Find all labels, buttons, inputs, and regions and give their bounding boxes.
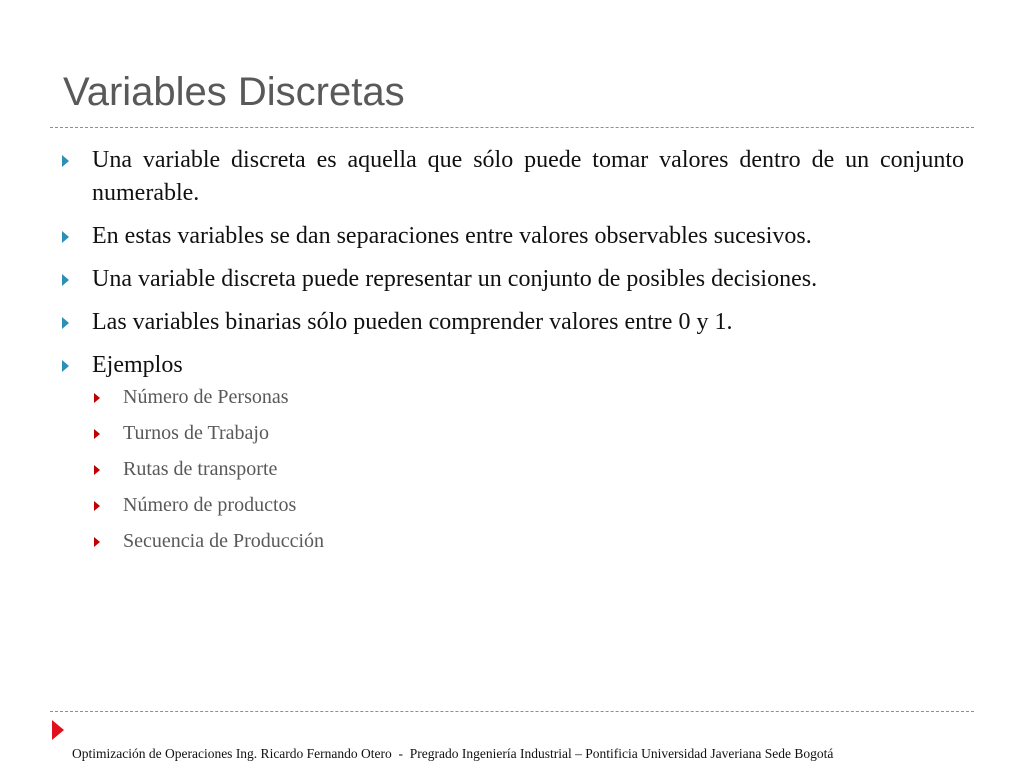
- bullet-text: Una variable discreta puede representar un conjunto de posibles decisiones.: [92, 266, 818, 292]
- example-item: [90, 528, 964, 554]
- example-text: Número de Personas: [123, 386, 289, 408]
- examples-list: [60, 384, 964, 554]
- bullet-item: [60, 220, 964, 253]
- bullet-text: En estas variables se dan separaciones entre valores observables sucesivos.: [92, 223, 812, 249]
- bullet-item: [60, 306, 964, 339]
- bullet-text: Una variable discreta es aquella que sólo puede tomar valores dentro de un conjunto numerable.: [92, 147, 964, 206]
- bullet-text: Las variables binarias sólo pueden comprender valores entre 0 y 1.: [92, 309, 733, 335]
- bullet-marker-icon: [62, 360, 69, 372]
- example-text: Turnos de Trabajo: [123, 422, 269, 444]
- sub-bullet-marker-icon: [94, 501, 100, 511]
- footer-divider: [50, 711, 974, 712]
- example-text: Secuencia de Producción: [123, 530, 325, 552]
- example-item: [90, 420, 964, 446]
- bullet-item-examples: [60, 349, 964, 382]
- footer-text: Optimización de Operaciones Ing. Ricardo Fernando Otero - Pregrado Ingeniería Industrial – Pontificia Universidad Javeriana Sede Bogotá: [72, 746, 834, 761]
- bullet-marker-icon: [62, 155, 69, 167]
- example-text: Rutas de transporte: [123, 458, 278, 480]
- title-divider: [50, 127, 974, 128]
- slide-content: [60, 144, 964, 564]
- arrow-right-icon: [52, 720, 64, 740]
- sub-bullet-marker-icon: [94, 393, 100, 403]
- bullet-item: [60, 263, 964, 296]
- bullet-marker-icon: [62, 231, 69, 243]
- bullet-marker-icon: [62, 274, 69, 286]
- example-item: [90, 492, 964, 518]
- sub-bullet-marker-icon: [94, 537, 100, 547]
- sub-bullet-marker-icon: [94, 465, 100, 475]
- bullet-item: [60, 144, 964, 210]
- bullet-marker-icon: [62, 317, 69, 329]
- sub-bullet-marker-icon: [94, 429, 100, 439]
- example-item: [90, 384, 964, 410]
- slide-title: Variables Discretas: [63, 70, 405, 114]
- bullet-text: Ejemplos: [92, 352, 183, 378]
- example-item: [90, 456, 964, 482]
- example-text: Número de productos: [123, 494, 297, 516]
